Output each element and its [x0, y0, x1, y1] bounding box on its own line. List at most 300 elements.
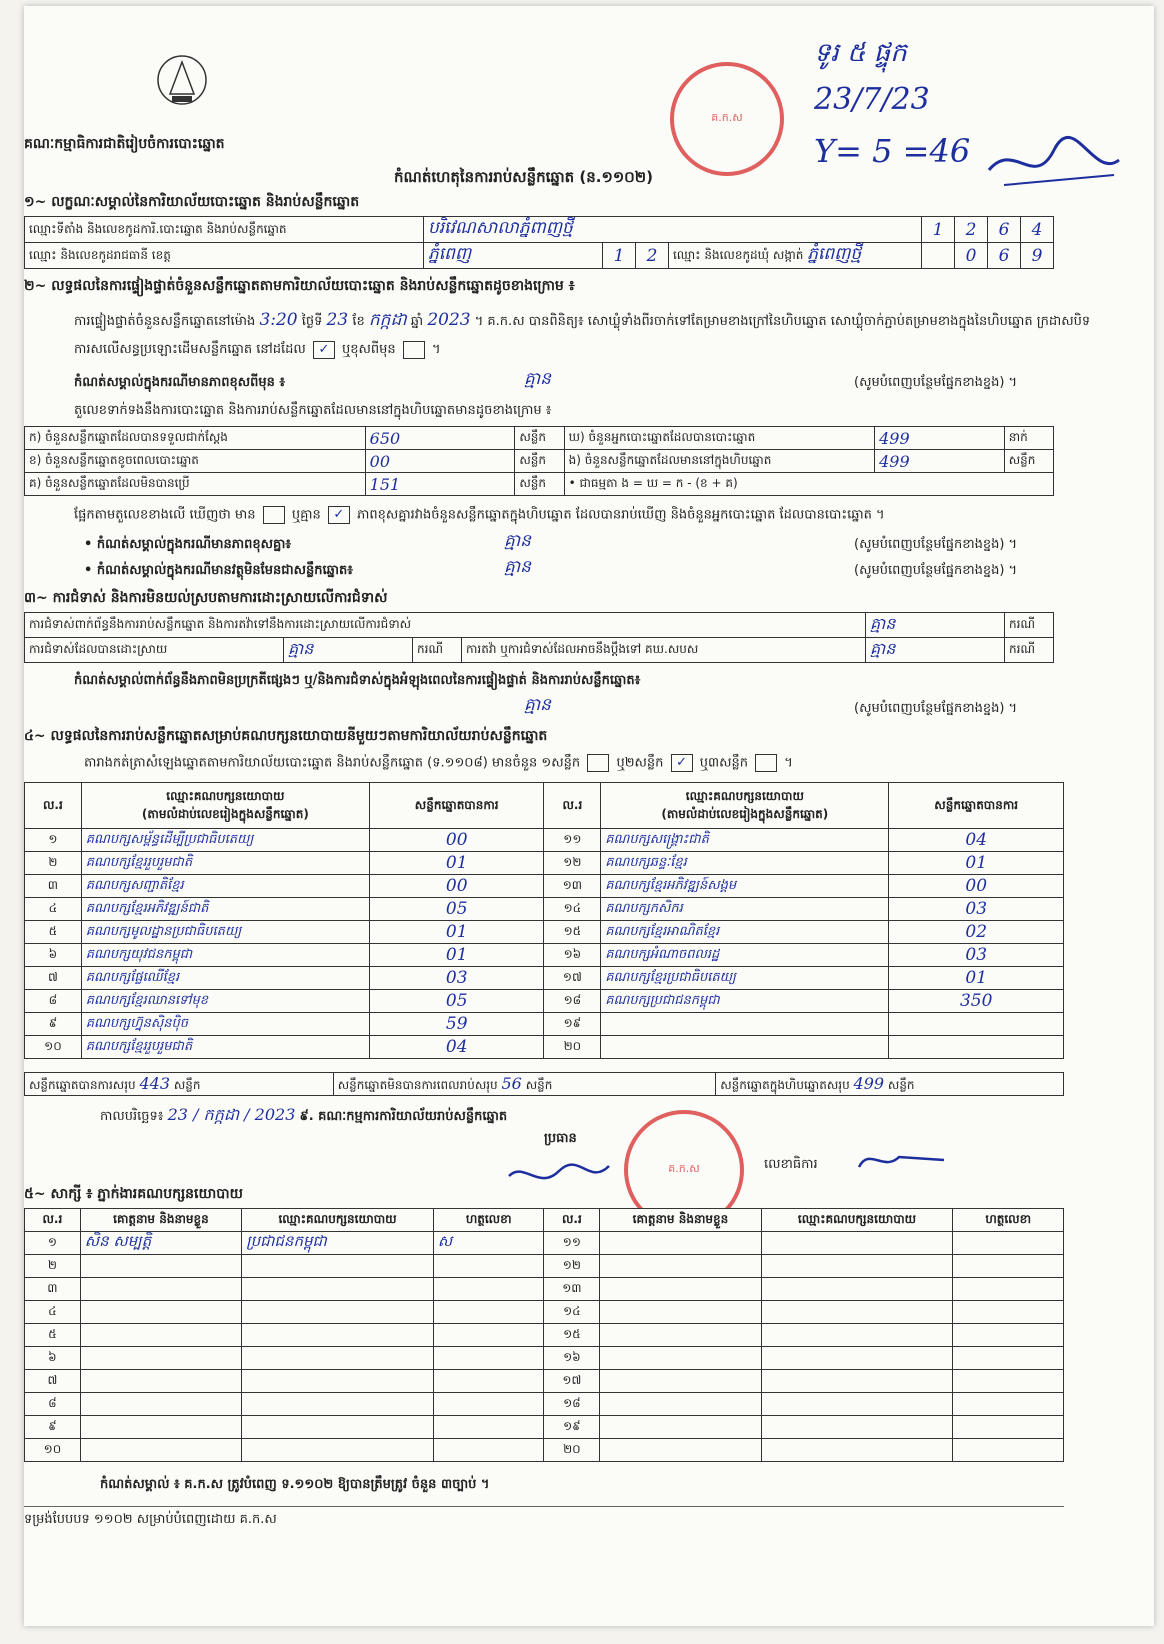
vote-count: 04: [889, 829, 1064, 852]
total-valid-value: 443: [139, 1073, 171, 1093]
section2-heading: ២~ លទ្ធផលនៃការផ្ទៀងផ្ទាត់ចំនួនសន្លឹកឆ្នោតតាមការិយាល័យបោះឆ្នោត និងរាប់សន្លឹកឆ្នោតដូចខាងក្រោម ៖: [24, 278, 575, 294]
bullet2-label: • កំណត់សម្គាល់ក្នុងករណីមានវត្ថុមិនមែនជាសន្លឹកឆ្នោត៖: [84, 563, 353, 578]
row-number: ១៧: [544, 1370, 600, 1393]
commune-code-digit: 0: [955, 243, 988, 269]
vote-count: 01: [889, 852, 1064, 875]
vote-count: [889, 1036, 1064, 1059]
row-number: ៧: [25, 1370, 81, 1393]
figure-value: 499: [875, 427, 1005, 450]
figure-label: ង) ចំនួនសន្លឹកឆ្នោតដែលមាននៅក្នុងហិបឆ្នោត: [564, 450, 875, 473]
province-code-digit: 2: [636, 243, 669, 269]
year-value: 2023: [427, 310, 471, 330]
table-row: [25, 921, 1064, 944]
witness-signature[interactable]: [433, 1393, 544, 1416]
witness-name[interactable]: [80, 1439, 241, 1462]
changed-checkbox[interactable]: [403, 341, 425, 359]
row-number: ១៧: [544, 967, 601, 990]
witness-name[interactable]: [600, 1278, 761, 1301]
witness-signature[interactable]: [953, 1255, 1064, 1278]
results-table: [24, 782, 1064, 1059]
row-number: ៨: [25, 990, 82, 1013]
witness-name[interactable]: [80, 1278, 241, 1301]
witness-party[interactable]: ប្រជាជនកម្ពុជា: [242, 1232, 434, 1255]
vote-count: 01: [369, 852, 544, 875]
time-value: 3:20: [259, 310, 298, 330]
party-name: [601, 1013, 889, 1036]
figure-value: 650: [365, 427, 515, 450]
official-stamp-bottom: គ.ក.ស: [624, 1110, 744, 1230]
witness-signature[interactable]: [953, 1301, 1064, 1324]
table-row: [25, 1324, 1064, 1347]
vote-count: [889, 1013, 1064, 1036]
col-party-line2: (តាមលំដាប់លេខរៀងក្នុងសន្លឹកឆ្នោត): [141, 806, 309, 821]
commune-value-cell: [669, 243, 922, 269]
col-sign: ហត្ថលេខា: [433, 1209, 544, 1232]
witness-signature[interactable]: [953, 1347, 1064, 1370]
case-unit: ករណី: [1005, 638, 1054, 663]
witness-name[interactable]: [600, 1232, 761, 1255]
site-code-digit: 2: [955, 217, 988, 243]
party-name: គណបក្សឆន្ទៈខ្មែរ: [601, 852, 889, 875]
vote-count: 00: [369, 829, 544, 852]
para-text: តារាងកត់ត្រាសំឡេងឆ្នោតតាមការិយាល័យបោះឆ្នោត និងរាប់សន្លឹកឆ្នោត (ទ.១១០៨) មានចំនួន ១សន្លឹក: [84, 755, 581, 771]
witness-name[interactable]: [80, 1255, 241, 1278]
figure-unit: សន្លឹក: [1004, 450, 1053, 473]
witness-name[interactable]: [600, 1416, 761, 1439]
party-name: គណបក្សប្រជាជនកម្ពុជា: [601, 990, 889, 1013]
table-row: [25, 1393, 1064, 1416]
col-party: ឈ្មោះគណបក្សនយោបាយ: [761, 1209, 953, 1232]
case-unit: ករណី: [1005, 613, 1054, 638]
row-number: ៣: [25, 875, 82, 898]
table-row: [25, 898, 1064, 921]
witness-signature[interactable]: [953, 1393, 1064, 1416]
section1-heading: ១~ លក្ខណៈសម្គាល់នៃការិយាល័យបោះឆ្នោត និងរាប់សន្លឹកឆ្នោត: [24, 194, 360, 210]
col-party-line2: (តាមលំដាប់លេខរៀងក្នុងសន្លឹកឆ្នោត): [661, 806, 829, 821]
col-votes: សន្លឹកឆ្នោតបានការ: [369, 783, 544, 829]
commune-label: ឈ្មោះ និងលេខកូដឃុំ សង្កាត់: [673, 248, 804, 262]
row-number: ៧: [25, 967, 82, 990]
para-text: ។ គ.ក.ស បានពិនិត្យ៖ សោឃ្លុំទាំងពីរចាក់ទៅតែម្រាមខាងក្រៅនៃហិបឆ្នោត សោឃ្លុំចាក់ភ្ជាប់តម្រាមខាងក្នុងនៃហិបឆ្នោត ក្រដាសបិទការសលើសន្ធប្រឡោះដើមសន្លឹកឆ្នោត នៅដដែល: [74, 314, 1091, 357]
s2-intro: តួលេខទាក់ទងនឹងការបោះឆ្នោត និងការរាប់សន្លឹកឆ្នោតដែលមាននៅក្នុងហិបឆ្នោតមានដូចខាងក្រោម ៖: [74, 403, 552, 418]
row-number: ១១: [544, 829, 601, 852]
bullet1-label: • កំណត់សម្គាល់ក្នុងករណីមានភាពខុសគ្នា៖: [84, 537, 292, 552]
witness-party[interactable]: [761, 1255, 953, 1278]
chair-signature: [504, 1156, 614, 1196]
section3-heading: ៣~ ការជំទាស់ និងការមិនយល់ស្របតាមការដោះស្រាយលើការជំទាស់: [24, 590, 388, 606]
row-number: ១២: [544, 1255, 600, 1278]
witness-signature[interactable]: [433, 1416, 544, 1439]
handwritten-note-2: 23/7/23: [814, 82, 930, 117]
table-row: [25, 1036, 1064, 1059]
row-number: ២០: [544, 1036, 601, 1059]
party-name: គណបក្សសញ្ជាតិខ្មែរ: [81, 875, 369, 898]
has-difference-checkbox[interactable]: [263, 506, 285, 524]
party-name: គណបក្សខ្មែរឈានទៅមុខ: [81, 990, 369, 1013]
row-number: ១៤: [544, 898, 601, 921]
col-name: គោត្តនាម និងនាមខ្លួន: [600, 1209, 761, 1232]
row-number: ១២: [544, 852, 601, 875]
verification-paragraph: [74, 306, 1124, 364]
witness-party[interactable]: [761, 1416, 953, 1439]
party-name: គណបក្សខ្មែរប្រជាធិបតេយ្យ: [601, 967, 889, 990]
vote-count: 05: [369, 990, 544, 1013]
col-no: ល.រ: [25, 783, 82, 829]
section4-heading: ៤~ លទ្ធផលនៃការរាប់សន្លឹកឆ្នោតសម្រាប់គណបក្សនយោបាយនីមួយៗតាមការិយាល័យរាប់សន្លឹកឆ្នោត: [24, 728, 548, 744]
witness-name[interactable]: [600, 1255, 761, 1278]
witness-name[interactable]: [600, 1347, 761, 1370]
handwritten-note-1: ទូរ ៥ ផ្ទុក: [814, 38, 907, 68]
unit: សន្លឹក: [887, 1077, 915, 1092]
witness-party[interactable]: [242, 1255, 434, 1278]
compare-line: [74, 506, 1134, 526]
col-party-line1: ឈ្មោះគណបក្សនយោបាយ: [685, 788, 804, 803]
row-number: ១០: [25, 1439, 81, 1462]
table-row: [25, 1278, 1064, 1301]
official-stamp-top: គ.ក.ស: [670, 62, 784, 176]
party-name: គណបក្សសម្ព័ន្ធដើម្បីប្រជាធិបតេយ្យ: [81, 829, 369, 852]
vote-count: 04: [369, 1036, 544, 1059]
para-text: ការផ្ទៀងផ្ទាត់ចំនួនសន្លឹកឆ្នោតនៅម៉ោង: [74, 314, 256, 329]
table-row: [25, 944, 1064, 967]
col-no: ល.រ: [25, 1209, 81, 1232]
row-number: ១៨: [544, 990, 601, 1013]
s2-note-value: គ្មាន: [524, 369, 551, 389]
witness-name[interactable]: [80, 1301, 241, 1324]
bullet1-suffix: (សូមបំពេញបន្ថែមផ្នែកខាងខ្នង) ។: [854, 537, 1018, 552]
site-code-digit: 4: [1021, 217, 1054, 243]
total-box-cell: [716, 1073, 1064, 1096]
one-sheet-checkbox[interactable]: [587, 754, 609, 772]
table-row: [25, 967, 1064, 990]
row-number: ១៤: [544, 1301, 600, 1324]
vote-count: 350: [889, 990, 1064, 1013]
site-label: ឈ្មោះទីតាំង និងលេខកូដការិ.បោះឆ្នោត និងរាប់សន្លឹកឆ្នោត: [25, 217, 424, 243]
figure-unit: នាក់: [1004, 427, 1053, 450]
witness-party[interactable]: [761, 1232, 953, 1255]
no-difference-checkbox[interactable]: ✓: [328, 506, 350, 524]
row-number: ២: [25, 1255, 81, 1278]
witness-name[interactable]: [600, 1301, 761, 1324]
party-name: គណបក្សផ្លែឈើខ្មែរ: [81, 967, 369, 990]
unchanged-checkbox[interactable]: ✓: [313, 341, 335, 359]
commune-code-digit: 6: [988, 243, 1021, 269]
row-number: ៩: [25, 1416, 81, 1439]
row-number: ១៦: [544, 1347, 600, 1370]
col-party: ឈ្មោះគណបក្សនយោបាយ: [242, 1209, 434, 1232]
col-no: ល.រ: [544, 783, 601, 829]
figure-value: 151: [365, 473, 515, 496]
witness-name[interactable]: [80, 1347, 241, 1370]
vote-count: 05: [369, 898, 544, 921]
witness-party[interactable]: [242, 1278, 434, 1301]
table-row: [25, 852, 1064, 875]
secretary-signature: [854, 1142, 954, 1182]
para-text: ឆ្នាំ: [410, 314, 424, 329]
col-party: [81, 783, 369, 829]
form-title: កំណត់ហេតុនៃការរាប់សន្លឹកឆ្នោត (ន.១១០២): [394, 168, 654, 186]
s3-note-value: គ្មាន: [524, 695, 551, 715]
ballot-figures-table: [24, 426, 1054, 496]
witness-table: [24, 1208, 1064, 1462]
figure-label: ខ) ចំនួនសន្លឹកឆ្នោតខូចពេលបោះឆ្នោត: [25, 450, 366, 473]
province-value: ភ្នំពេញ: [424, 243, 603, 269]
witness-name[interactable]: សិន សម្បត្តិ: [80, 1232, 241, 1255]
figure-value: 00: [365, 450, 515, 473]
party-name: គណបក្សខ្មែររួបរួមជាតិ: [81, 1036, 369, 1059]
witness-signature[interactable]: ស: [433, 1232, 544, 1255]
witness-name[interactable]: [80, 1393, 241, 1416]
col-votes: សន្លឹកឆ្នោតបានការ: [889, 783, 1064, 829]
figure-unit: សន្លឹក: [515, 473, 564, 496]
org-name: គណៈកម្មាធិការជាតិរៀបចំការបោះឆ្នោត: [24, 136, 225, 152]
witness-name[interactable]: [600, 1439, 761, 1462]
unit: សន្លឹក: [173, 1077, 201, 1092]
col-party-line1: ឈ្មោះគណបក្សនយោបាយ: [166, 788, 285, 803]
secretary-label: លេខាធិការ: [764, 1157, 818, 1172]
row-number: ១៣: [544, 875, 601, 898]
witness-party[interactable]: [761, 1439, 953, 1462]
vote-count: 02: [889, 921, 1064, 944]
witness-signature[interactable]: [953, 1324, 1064, 1347]
col-party: [601, 783, 889, 829]
total-invalid-cell: [333, 1073, 715, 1096]
para-text: ថ្ងៃទី: [301, 314, 323, 329]
row-number: ៦: [25, 944, 82, 967]
witness-party[interactable]: [242, 1393, 434, 1416]
case-unit: ករណី: [413, 638, 462, 663]
s3-note-suffix: (សូមបំពេញបន្ថែមផ្នែកខាងខ្នង) ។: [854, 701, 1018, 716]
witness-party[interactable]: [761, 1278, 953, 1301]
vote-count: 59: [369, 1013, 544, 1036]
row-number: ១៨: [544, 1393, 600, 1416]
table-row: [25, 1416, 1064, 1439]
formula-note: • ជាធម្មតា ង = ឃ = ក - (ខ + គ): [564, 473, 1053, 496]
witness-body: [25, 1232, 1064, 1462]
row-number: ១៣: [544, 1278, 600, 1301]
para-text: ខែ: [352, 314, 365, 329]
witness-name[interactable]: [600, 1393, 761, 1416]
vote-count: 00: [889, 875, 1064, 898]
figure-unit: សន្លឹក: [515, 427, 564, 450]
row-number: ៩: [25, 1013, 82, 1036]
table-row: [25, 1013, 1064, 1036]
row-number: ២: [25, 852, 82, 875]
total-invalid-value: 56: [501, 1073, 522, 1093]
witness-party[interactable]: [242, 1347, 434, 1370]
table-row: [25, 875, 1064, 898]
bullet1-value: គ្មាន: [504, 531, 531, 551]
witness-signature[interactable]: [433, 1439, 544, 1462]
section5-heading: ៥~ សាក្សី ៖ ភ្នាក់ងារគណបក្សនយោបាយ: [24, 1186, 243, 1202]
row-number: ១១: [544, 1232, 600, 1255]
witness-signature[interactable]: [433, 1347, 544, 1370]
s2-note-suffix: (សូមបំពេញបន្ថែមផ្នែកខាងខ្នង) ។: [854, 375, 1018, 390]
party-name: គណបក្សអំណាចពលរដ្ឋ: [601, 944, 889, 967]
para-text: ឬខុសពីមុន: [342, 342, 396, 357]
table-row: [25, 990, 1064, 1013]
party-name: គណបក្សយុវជនកម្ពុជា: [81, 944, 369, 967]
party-name: គណបក្សហ្វ៊ុនស៊ិនប៉ិច: [81, 1013, 369, 1036]
row-number: ៥: [25, 921, 82, 944]
table-row: [25, 1301, 1064, 1324]
witness-party[interactable]: [242, 1324, 434, 1347]
total-box-label: សន្លឹកឆ្នោតក្នុងហិបឆ្នោតសរុប: [720, 1077, 850, 1092]
figure-value: 499: [875, 450, 1005, 473]
row-number: ១: [25, 1232, 81, 1255]
resolved-label: ការជំទាស់ដែលបានដោះស្រាយ: [25, 638, 284, 663]
s4-intro: [84, 754, 793, 774]
unit: សន្លឹក: [525, 1077, 553, 1092]
figure-unit: សន្លឹក: [515, 450, 564, 473]
table-row: [25, 1439, 1064, 1462]
appeal-label: ការតវ៉ា ឬការជំទាស់ដែលអាចនឹងប្តឹងទៅ គឃ.សបស: [462, 638, 866, 663]
month-value: កក្កដា: [368, 310, 407, 330]
row-number: ១៩: [544, 1013, 601, 1036]
vote-count: 01: [369, 921, 544, 944]
vote-count: 03: [369, 967, 544, 990]
table-row: [25, 1370, 1064, 1393]
para-text: ភាពខុសគ្នារវាងចំនួនសន្លឹកឆ្នោតក្នុងហិបឆ្នោត ដែលបានរាប់ឃើញ និងចំនួនអ្នកបោះឆ្នោត ដែលបានបោះឆ្នោត ។: [357, 507, 885, 523]
objection-table: [24, 612, 1054, 663]
witness-party[interactable]: [761, 1347, 953, 1370]
witness-signature[interactable]: [953, 1232, 1064, 1255]
province-label: ឈ្មោះ និងលេខកូដរាជធានី ខេត្ត: [25, 243, 424, 269]
signature-topright: [984, 130, 1124, 200]
objection-label: ការជំទាស់ពាក់ព័ន្ធនឹងការរាប់សន្លឹកឆ្នោត និងការតវ៉ាទៅនឹងការដោះស្រាយលើការជំទាស់: [25, 613, 866, 638]
row-number: ១៥: [544, 1324, 600, 1347]
date-value: 23 / កក្កដា / 2023: [167, 1105, 296, 1124]
witness-party[interactable]: [242, 1439, 434, 1462]
commune-code-digit: 9: [1021, 243, 1054, 269]
witness-signature[interactable]: [953, 1278, 1064, 1301]
total-invalid-label: សន្លឹកឆ្នោតមិនបានការពេលរាប់សរុប: [337, 1077, 498, 1092]
witness-name[interactable]: [600, 1370, 761, 1393]
para-text: ផ្អែកតាមតួលេខខាងលើ ឃើញថា មាន: [74, 507, 256, 523]
bullet2-value: គ្មាន: [504, 557, 531, 577]
col-no: ល.រ: [544, 1209, 600, 1232]
vote-count: 01: [889, 967, 1064, 990]
site-value: បរិវេណសាលាភ្នំពាញថ្មី: [424, 217, 922, 243]
witness-signature[interactable]: [433, 1324, 544, 1347]
row-number: ១៦: [544, 944, 601, 967]
witness-signature[interactable]: [953, 1439, 1064, 1462]
row-number: ១០: [25, 1036, 82, 1059]
site-code-digit: 6: [988, 217, 1021, 243]
witness-signature[interactable]: [433, 1255, 544, 1278]
date-line: [100, 1104, 507, 1128]
row-number: ១៥: [544, 921, 601, 944]
bottom-note: កំណត់សម្គាល់ ៖ គ.ក.ស ត្រូវបំពេញ ទ.១១០២ ឱ្យបានត្រឹមត្រូវ ចំនួន ៣ច្បាប់ ។: [100, 1477, 490, 1492]
s2-note-label: កំណត់សម្គាល់ក្នុងករណីមានភាពខុសពីមុន ៖: [74, 375, 286, 390]
total-box-value: 499: [853, 1073, 885, 1093]
col-sign: ហត្ថលេខា: [953, 1209, 1064, 1232]
party-name: គណបក្សខ្មែរអភិវឌ្ឍន៍សង្គម: [601, 875, 889, 898]
row-number: ៤: [25, 898, 82, 921]
results-body: [25, 829, 1064, 1059]
row-number: ២០: [544, 1439, 600, 1462]
totals-table: [24, 1072, 1064, 1096]
appeal-value: គ្មាន: [866, 638, 1005, 663]
row-number: ១: [25, 829, 82, 852]
witness-party[interactable]: [761, 1301, 953, 1324]
para-text: ។: [784, 755, 793, 771]
party-name: គណបក្សកសិករ: [601, 898, 889, 921]
bullet2-suffix: (សូមបំពេញបន្ថែមផ្នែកខាងខ្នង) ។: [854, 563, 1018, 578]
witness-signature[interactable]: [953, 1370, 1064, 1393]
two-sheet-checkbox[interactable]: ✓: [671, 754, 693, 772]
objection-value: គ្មាន: [866, 613, 1005, 638]
handwritten-note-3: Y= 5 =46: [814, 132, 971, 170]
witness-party[interactable]: [242, 1416, 434, 1439]
party-name: គណបក្សខ្មែរអភិវឌ្ឍន៍ជាតិ: [81, 898, 369, 921]
form-footer: ទម្រង់បែបបទ ១១០២ សម្រាប់បំពេញដោយ គ.ក.ស: [24, 1506, 1064, 1530]
para-text: ឬ៣សន្លឹក: [699, 755, 748, 771]
witness-signature[interactable]: [953, 1416, 1064, 1439]
figure-label: គ) ចំនួនសន្លឹកឆ្នោតដែលមិនបានប្រើ: [25, 473, 366, 496]
vote-count: 01: [369, 944, 544, 967]
party-name: គណបក្សខ្មែររួបរួមជាតិ: [81, 852, 369, 875]
three-sheet-checkbox[interactable]: [755, 754, 777, 772]
witness-party[interactable]: [761, 1393, 953, 1416]
row-number: ៣: [25, 1278, 81, 1301]
witness-signature[interactable]: [433, 1370, 544, 1393]
witness-party[interactable]: [242, 1301, 434, 1324]
figure-label: ឃ) ចំនួនអ្នកបោះឆ្នោតដែលបានបោះឆ្នោត: [564, 427, 875, 450]
row-number: ៥: [25, 1324, 81, 1347]
table-row: [25, 829, 1064, 852]
table-row: [25, 1255, 1064, 1278]
total-valid-label: សន្លឹកឆ្នោតបានការសរុប: [29, 1077, 136, 1092]
row-number: ១៩: [544, 1416, 600, 1439]
commune-value: ភ្នំពេញថ្មី: [807, 244, 862, 264]
resolved-value: គ្មាន: [284, 638, 413, 663]
chair-label: ប្រធាន: [544, 1131, 577, 1146]
committee-label: ៩. គណៈកម្មការការិយាល័យរាប់សន្លឹកឆ្នោត: [299, 1109, 508, 1124]
province-code-digit: 1: [603, 243, 636, 269]
nec-logo: [142, 50, 222, 112]
para-text: ។: [431, 342, 441, 357]
site-code-digit: 1: [922, 217, 955, 243]
witness-name[interactable]: [80, 1324, 241, 1347]
empty-cell: [922, 243, 955, 269]
section1-table: [24, 216, 1054, 269]
witness-signature[interactable]: [433, 1278, 544, 1301]
para-text: ឬ២សន្លឹក: [616, 755, 664, 771]
witness-party[interactable]: [761, 1370, 953, 1393]
day-value: 23: [326, 310, 349, 330]
total-valid-cell: [25, 1073, 334, 1096]
party-name: គណបក្សសង្គ្រោះជាតិ: [601, 829, 889, 852]
witness-name[interactable]: [80, 1370, 241, 1393]
row-number: ៨: [25, 1393, 81, 1416]
date-label: កាលបរិច្ឆេទ៖: [100, 1109, 164, 1124]
para-text: ឬគ្មាន: [291, 507, 321, 523]
row-number: ៤: [25, 1301, 81, 1324]
party-name: គណបក្សខ្មែរអាណិតខ្មែរ: [601, 921, 889, 944]
table-row: [25, 1347, 1064, 1370]
col-name: គោត្តនាម និងនាមខ្លួន: [80, 1209, 241, 1232]
row-number: ៦: [25, 1347, 81, 1370]
witness-party[interactable]: [242, 1370, 434, 1393]
witness-party[interactable]: [761, 1324, 953, 1347]
figure-label: ក) ចំនួនសន្លឹកឆ្នោតដែលបានទទួលជាក់ស្តែង: [25, 427, 366, 450]
witness-signature[interactable]: [433, 1301, 544, 1324]
vote-count: 00: [369, 875, 544, 898]
witness-name[interactable]: [600, 1324, 761, 1347]
witness-name[interactable]: [80, 1416, 241, 1439]
s3-note-label: កំណត់សម្គាល់ពាក់ព័ន្ធនឹងភាពមិនប្រក្រតីផ្សេងៗ ឬ/និងការជំទាស់ក្នុងអំឡុងពេលនៃការផ្ទៀងផ្ទាត់ និងការរាប់សន្លឹកឆ្នោត៖: [74, 673, 641, 688]
